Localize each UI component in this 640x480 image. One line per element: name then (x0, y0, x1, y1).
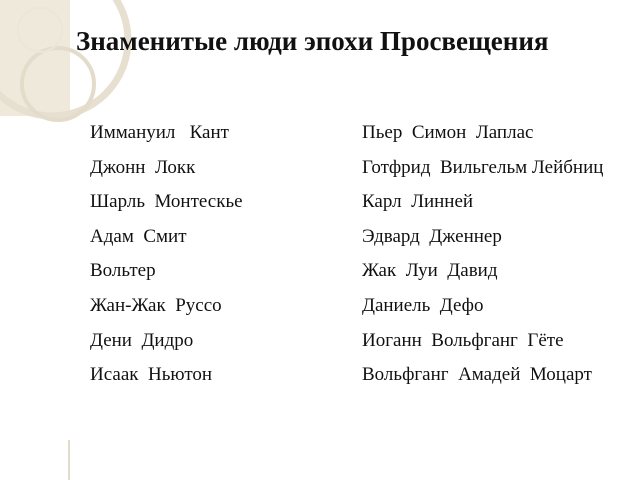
list-item: Иоганн Вольфганг Гёте (362, 329, 564, 351)
right-name-list (362, 116, 603, 393)
page-title: Знаменитые люди эпохи Просвещения (76, 26, 549, 56)
list-item: Шарль Монтескье (90, 191, 243, 213)
large-ring (0, 0, 128, 116)
list-item: Вольфганг Амадей Моцарт (362, 364, 592, 386)
list-item: Даниель Дефо (362, 294, 484, 316)
list-item: Пьер Симон Лаплас (362, 122, 534, 143)
inner-ring (18, 8, 62, 52)
list-item: Жан-Жак Руссо (90, 294, 222, 316)
list-item: Исаак Ньютон (90, 364, 213, 386)
list-item: Карл Линней (362, 191, 474, 213)
list-item: Иммануил Кант (90, 122, 229, 143)
list-item: Джонн Локк (90, 156, 196, 178)
list-item: Дени Дидро (90, 329, 194, 351)
small-ring (22, 48, 94, 120)
list-item: Эдвард Дженнер (362, 225, 502, 247)
list-item: Адам Смит (90, 225, 187, 247)
list-item: Готфрид Вильгельм Лейбниц (362, 156, 604, 178)
list-item: Вольтер (90, 260, 156, 282)
list-item: Жак Луи Давид (362, 260, 498, 282)
left-name-list (90, 116, 243, 393)
